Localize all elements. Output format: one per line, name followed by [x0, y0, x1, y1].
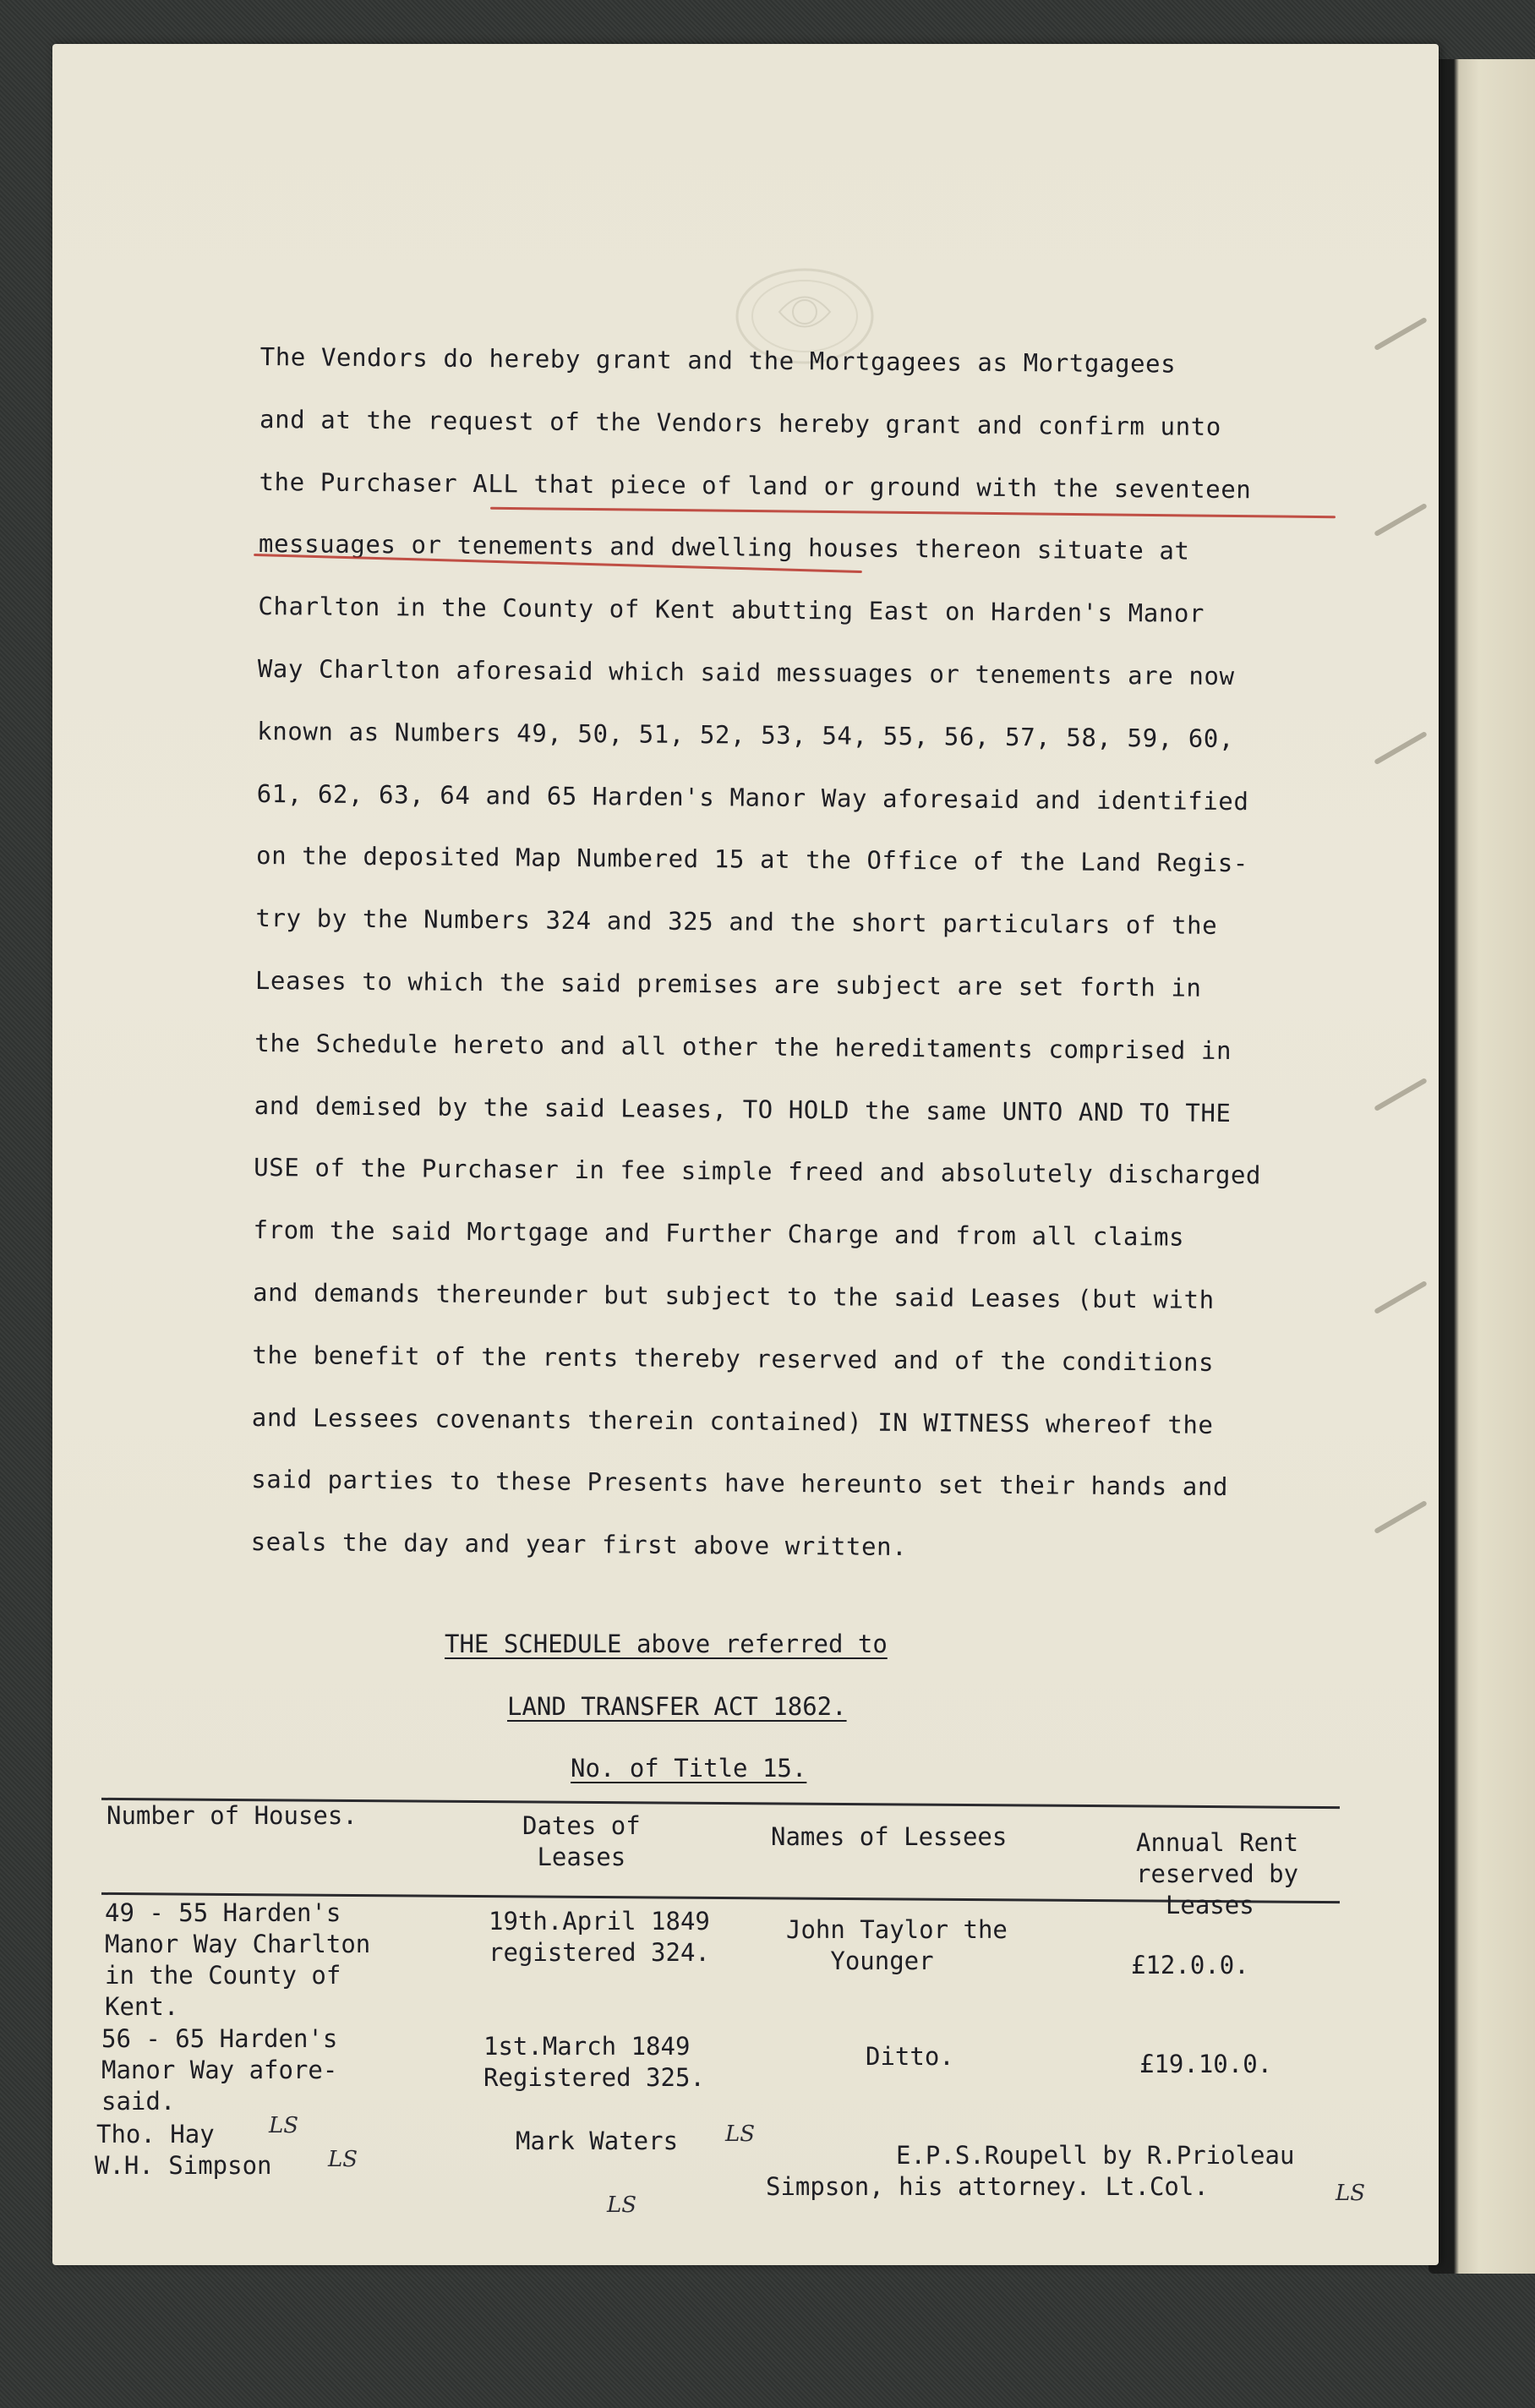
column-header-dates: Dates of Leases — [522, 1811, 641, 1871]
adjacent-page-edge — [1428, 59, 1535, 2274]
binding-stitch — [1374, 1280, 1428, 1314]
text-line: USE of the Purchaser in fee simple freed and absolutely discharged — [254, 1153, 1262, 1190]
binding-stitch — [1374, 731, 1428, 765]
seal-initial-mark: LS — [269, 2113, 299, 2138]
text-line: Leases to which the said premises are subject are set forth in — [254, 965, 1202, 1002]
text-line: try by the Numbers 324 and 325 and the short particulars of the — [255, 904, 1218, 941]
signatory-attorney: Simpson, his attorney. Lt.Col. — [766, 2172, 1209, 2201]
seal-initial-mark: LS — [328, 2147, 358, 2172]
text-line: and demands thereunder but subject to the said Leases (but with — [252, 1277, 1215, 1314]
signatory-hay: Tho. Hay — [96, 2120, 215, 2149]
text-line: the Schedule hereto and all other the hereditaments comprised in — [254, 1028, 1232, 1065]
row2-lessees: Ditto. — [866, 2042, 954, 2071]
text-line: on the deposited Map Numbered 15 at the Office of the Land Regis- — [255, 841, 1249, 878]
text-line: known as Numbers 49, 50, 51, 52, 53, 54, 55, 56, 57, 58, 59, 60, — [257, 716, 1235, 753]
seal-initial-mark: LS — [607, 2192, 637, 2218]
text-line: Way Charlton aforesaid which said messuages or tenements are now — [257, 653, 1235, 691]
row1-houses: 49 - 55 Harden's Manor Way Charlton in the County of Kent. — [105, 1898, 371, 2021]
title-number-heading: No. of Title 15. — [571, 1754, 807, 1783]
row2-rent: £19.10.0. — [1139, 2050, 1273, 2078]
text-line: said parties to these Presents have hereunto set their hands and — [251, 1465, 1229, 1502]
signatory-simpson: W.H. Simpson — [95, 2151, 272, 2180]
text-line: the benefit of the rents thereby reserved and of the conditions — [252, 1340, 1215, 1377]
seal-initial-mark: LS — [1336, 2181, 1366, 2206]
row1-dates: 19th.April 1849 registered 324. — [489, 1907, 710, 1967]
text-line: and Lessees covenants therein contained) IN WITNESS whereof the — [251, 1402, 1214, 1439]
seal-initial-mark: LS — [725, 2121, 756, 2147]
act-heading: LAND TRANSFER ACT 1862. — [507, 1692, 847, 1721]
signatory-waters: Mark Waters — [516, 2127, 679, 2155]
column-header-rent: Annual Rent reserved by Leases — [1136, 1828, 1299, 1919]
binding-stitch — [1374, 503, 1428, 537]
binding-stitch — [1374, 1078, 1428, 1111]
text-line: seals the day and year first above written. — [250, 1527, 908, 1562]
text-line: the Purchaser ALL that piece of land or ground with the seventeen — [259, 467, 1252, 504]
signatory-roupell: E.P.S.Roupell by R.Prioleau — [896, 2141, 1295, 2170]
binding-stitch — [1374, 317, 1428, 351]
text-line: The Vendors do hereby grant and the Mortgagees as Mortgagees — [259, 341, 1177, 379]
row2-houses: 56 - 65 Harden's Manor Way afore- said. — [101, 2024, 338, 2116]
text-line: from the said Mortgage and Further Charge and from all claims — [253, 1215, 1185, 1252]
row2-dates: 1st.March 1849 Registered 325. — [483, 2032, 705, 2092]
text-line: and at the request of the Vendors hereby grant and confirm unto — [259, 404, 1221, 441]
row1-lessees: John Taylor the Younger — [786, 1915, 1008, 1975]
schedule-heading: THE SCHEDULE above referred to — [445, 1630, 888, 1658]
column-header-lessees: Names of Lessees — [771, 1822, 1008, 1851]
row1-rent: £12.0.0. — [1131, 1951, 1249, 1979]
text-line: messuages or tenements and dwelling houses thereon situate at — [258, 529, 1190, 566]
column-header-houses: Number of Houses. — [107, 1801, 358, 1830]
text-line: 61, 62, 63, 64 and 65 Harden's Manor Way aforesaid and identified — [256, 778, 1249, 816]
text-line: Charlton in the County of Kent abutting East on Harden's Manor — [258, 592, 1205, 628]
text-line: and demised by the said Leases, TO HOLD the same UNTO AND TO THE — [254, 1090, 1232, 1128]
binding-stitch — [1374, 1500, 1428, 1534]
